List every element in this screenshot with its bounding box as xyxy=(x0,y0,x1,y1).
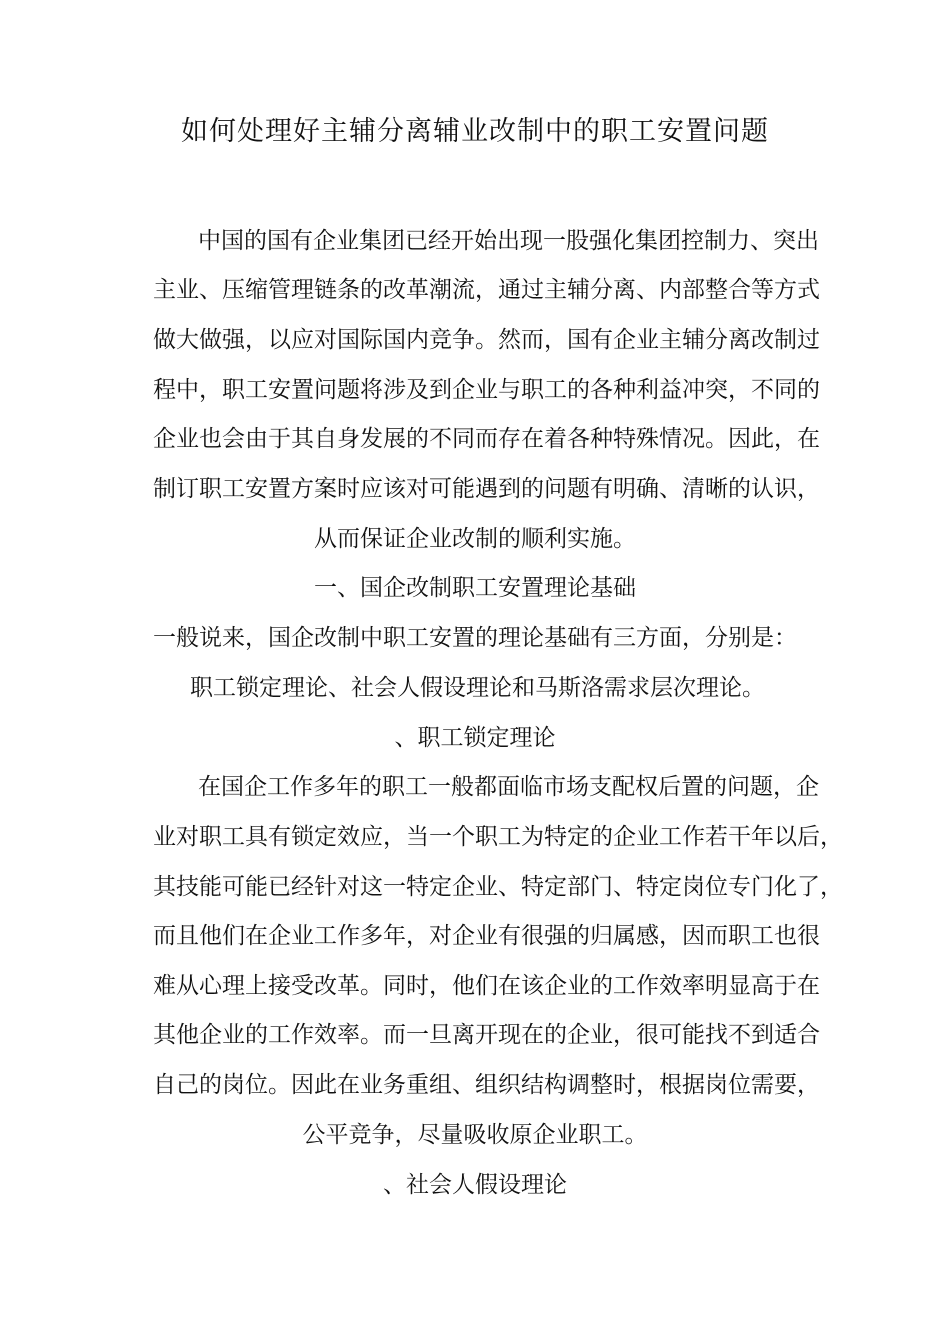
document-title: 如何处理好主辅分离辅业改制中的职工安置问题 xyxy=(181,116,769,147)
section-intro-line: 一般说来，国企改制中职工安置的理论基础有三方面，分别是： xyxy=(153,625,797,651)
paragraph-line: 程中，职工安置问题将涉及到企业与职工的各种利益冲突，不同的 xyxy=(153,377,820,403)
paragraph-line: 业对职工具有锁定效应，当一个职工为特定的企业工作若干年以后， xyxy=(153,824,843,850)
subheading: 、职工锁定理论 xyxy=(394,725,556,751)
paragraph-line: 公平竞争，尽量吸收原企业职工。 xyxy=(302,1122,648,1148)
paragraph-line: 自己的岗位。因此在业务重组、组织结构调整时，根据岗位需要， xyxy=(153,1072,820,1098)
subheading: 、社会人假设理论 xyxy=(383,1172,567,1198)
paragraph-line: 其他企业的工作效率。而一旦离开现在的企业，很可能找不到适合 xyxy=(153,1022,820,1048)
paragraph-line: 企业也会由于其自身发展的不同而存在着各种特殊情况。因此，在 xyxy=(153,426,820,452)
paragraph-line: 主业、压缩管理链条的改革潮流，通过主辅分离、内部整合等方式 xyxy=(153,277,820,303)
paragraph-line: 中国的国有企业集团已经开始出现一股强化集团控制力、突出 xyxy=(198,228,819,254)
paragraph-line: 做大做强，以应对国际国内竞争。然而，国有企业主辅分离改制过 xyxy=(153,327,820,353)
paragraph-line: 制订职工安置方案时应该对可能遇到的问题有明确、清晰的认识， xyxy=(153,476,820,502)
section-intro-line: 职工锁定理论、社会人假设理论和马斯洛需求层次理论。 xyxy=(190,675,765,701)
paragraph-line: 而且他们在企业工作多年，对企业有很强的归属感，因而职工也很 xyxy=(153,923,820,949)
paragraph-line: 难从心理上接受改革。同时，他们在该企业的工作效率明显高于在 xyxy=(153,973,820,999)
paragraph-line: 从而保证企业改制的顺利实施。 xyxy=(314,526,636,552)
paragraph-line: 在国企工作多年的职工一般都面临市场支配权后置的问题，企 xyxy=(198,774,819,800)
section-heading: 一、国企改制职工安置理论基础 xyxy=(314,575,636,601)
paragraph-line: 其技能可能已经针对这一特定企业、特定部门、特定岗位专门化了， xyxy=(153,874,843,900)
